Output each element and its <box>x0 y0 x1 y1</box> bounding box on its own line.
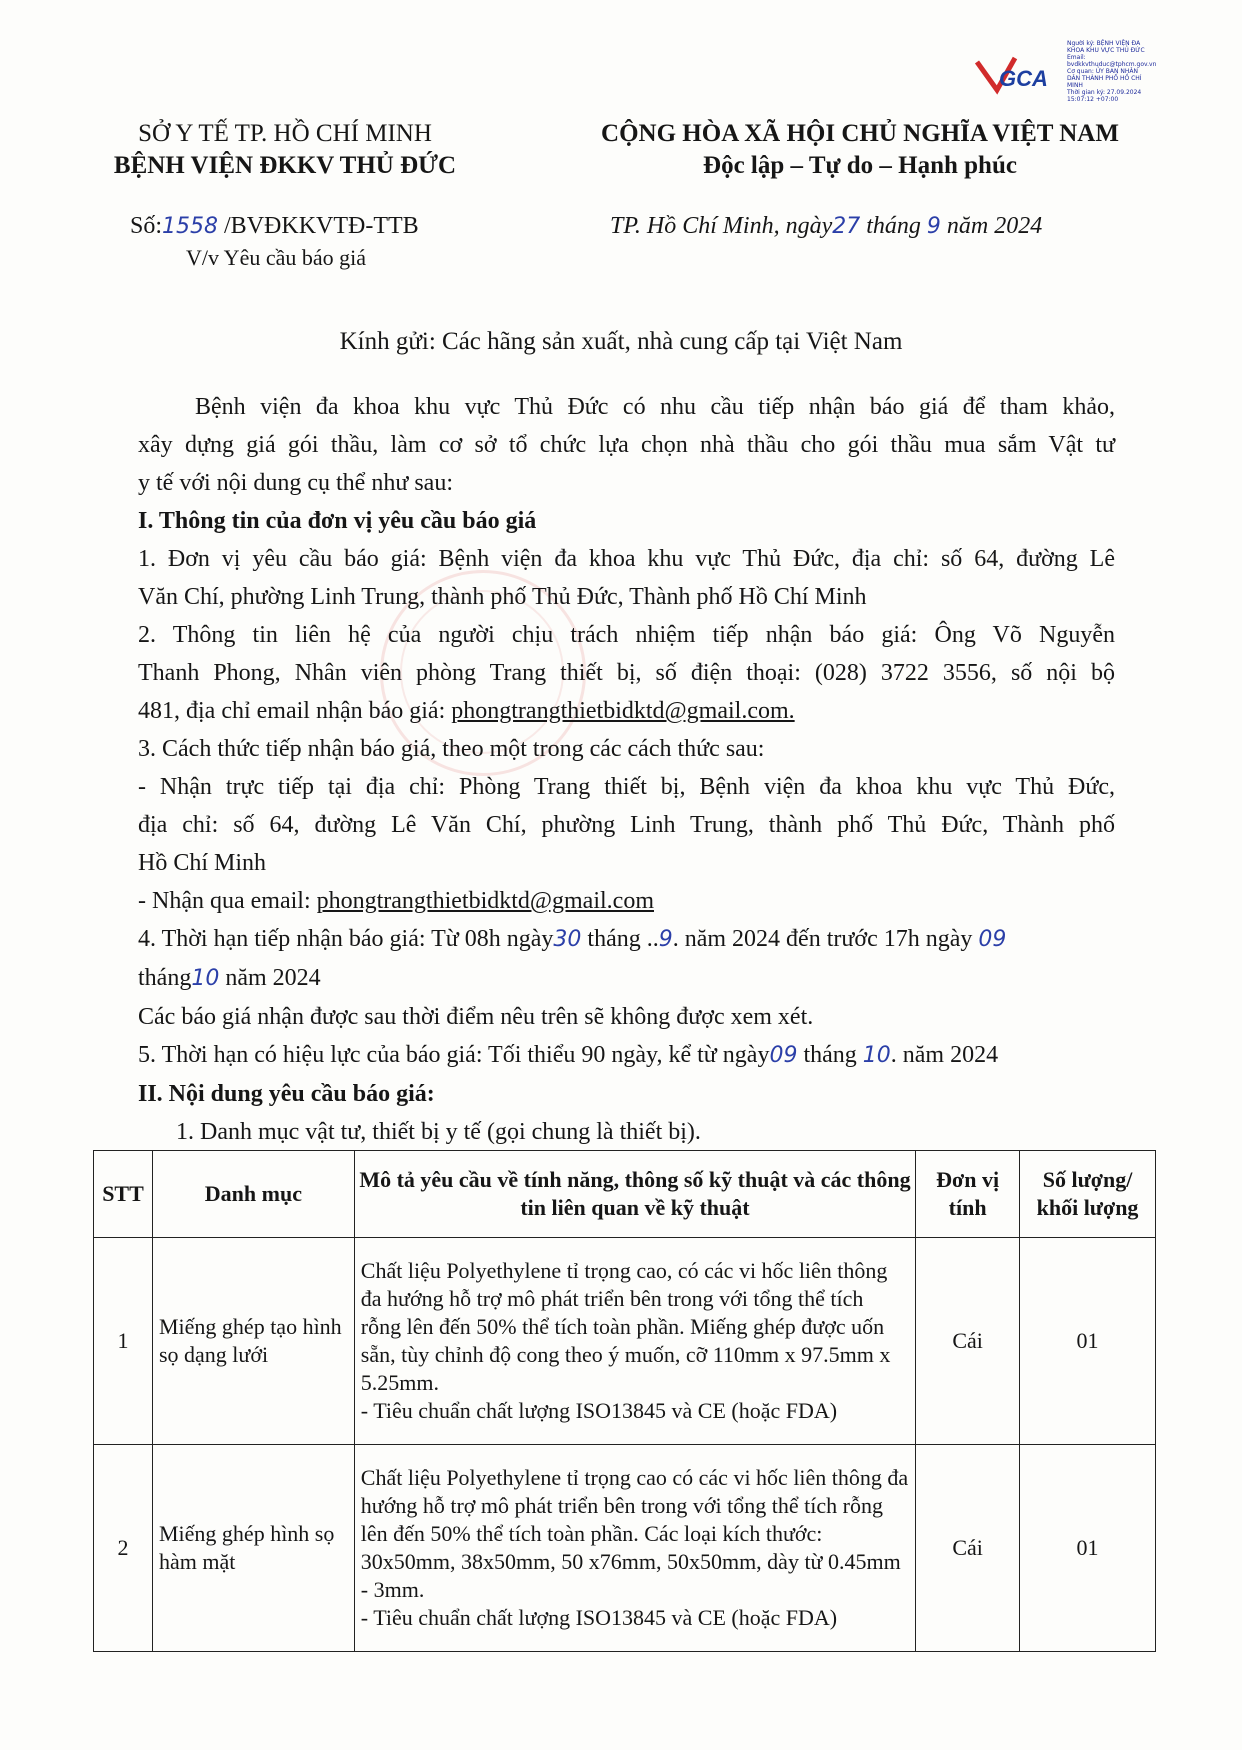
cell-description <box>354 1238 915 1445</box>
col-header-quantity: Số lượng/ khối lượng <box>1020 1151 1156 1238</box>
doc-number-handwritten: 1558 <box>162 214 219 239</box>
digital-signature-info <box>1067 40 1177 103</box>
section-1-heading: I. Thông tin của đơn vị yêu cầu báo giá <box>138 508 537 534</box>
cell-quantity: 01 <box>1020 1445 1156 1652</box>
item-3-2 <box>138 882 1115 920</box>
sig-line: KHOA KHU VỰC THỦ ĐỨC <box>1067 47 1145 54</box>
item-4-day1-handwritten: 30 <box>553 927 582 952</box>
date-suffix: năm 2024 <box>940 213 1043 239</box>
national-title <box>510 118 1210 182</box>
recipient-line: Kính gửi: Các hãng sản xuất, nhà cung cấp tại Việt Nam <box>339 328 903 355</box>
document-number <box>130 213 419 240</box>
item-4-b-prefix: tháng <box>138 965 192 991</box>
cell-description-standard: - Tiêu chuẩn chất lượng ISO13845 và CE (hoặc FDA) <box>360 1398 838 1423</box>
doc-number-suffix: /BVĐKKVTĐ-TTB <box>218 213 419 239</box>
item-2-line-b: Thanh Phong, Nhân viên phòng Trang thiết bị, số điện thoại: (028) 3722 3556, số nội bộ <box>138 660 1115 686</box>
col-header-name: Danh mục <box>152 1151 354 1238</box>
cell-description-standard: - Tiêu chuẩn chất lượng ISO13845 và CE (hoặc FDA) <box>360 1605 838 1630</box>
item-4-mid2: . năm 2024 đến trước 17h ngày <box>672 926 979 952</box>
document-body <box>138 388 1115 1151</box>
item-4-line-b <box>138 959 1115 998</box>
org-line-1: SỞ Y TẾ TP. HỒ CHÍ MINH <box>138 120 432 147</box>
sig-line: bvdkkvthuduc@tphcm.gov.vn <box>1067 61 1157 68</box>
table-header-row <box>94 1151 1156 1238</box>
table-row <box>94 1238 1156 1445</box>
national-line-1: CỘNG HÒA XÃ HỘI CHỦ NGHĨA VIỆT NAM <box>601 120 1119 147</box>
item-5-suffix: . năm 2024 <box>890 1042 999 1068</box>
item-5 <box>138 1036 1115 1075</box>
item-3-2-label: - Nhận qua email: <box>138 888 317 914</box>
item-4-b-suffix: năm 2024 <box>219 965 321 991</box>
svg-text:GCA: GCA <box>999 66 1048 91</box>
item-2-email-label: 481, địa chỉ email nhận báo giá: <box>138 698 452 724</box>
cell-stt: 2 <box>94 1445 153 1652</box>
item-2-line-c <box>138 692 1115 730</box>
cell-name: Miếng ghép tạo hình sọ dạng lưới <box>152 1238 354 1445</box>
document-subject: V/v Yêu cầu báo giá <box>186 245 367 270</box>
col-header-stt: STT <box>94 1151 153 1238</box>
col-header-unit: Đơn vị tính <box>916 1151 1020 1238</box>
item-5-prefix: 5. Thời hạn có hiệu lực của báo giá: Tối thiểu 90 ngày, kể từ ngày <box>138 1042 770 1068</box>
sig-line: Thời gian ký: 27.09.2024 <box>1067 89 1142 96</box>
section-2-heading: II. Nội dung yêu cầu báo giá: <box>138 1081 435 1107</box>
national-line-2: Độc lập – Tự do – Hạnh phúc <box>703 152 1017 179</box>
item-4-month2-handwritten: 10 <box>191 966 220 991</box>
table-row <box>94 1445 1156 1652</box>
cell-quantity: 01 <box>1020 1238 1156 1445</box>
item-4-day2-handwritten: 09 <box>978 927 1007 952</box>
sig-line: MINH <box>1067 82 1083 89</box>
contact-email-link[interactable]: phongtrangthietbidktd@gmail.com. <box>451 698 795 724</box>
cell-unit: Cái <box>916 1238 1020 1445</box>
cell-unit: Cái <box>916 1445 1020 1652</box>
intro-line-2: xây dựng giá gói thầu, làm cơ sở tổ chức lựa chọn nhà thầu cho gói thầu mua sắm Vật tư <box>138 432 1115 458</box>
item-3-1-line-a: - Nhận trực tiếp tại địa chỉ: Phòng Trang thiết bị, Bệnh viện đa khoa khu vực Thủ Đức, <box>138 774 1115 800</box>
vgca-signature-logo <box>975 52 1063 96</box>
col-header-description: Mô tả yêu cầu về tính năng, thông số kỹ thuật và các thông tin liên quan về kỹ thuật <box>354 1151 915 1238</box>
issuing-organization <box>70 118 500 182</box>
cell-description-main: Chất liệu Polyethylene tỉ trọng cao có các vi hốc liên thông đa hướng hỗ trợ mô phát triển bên trong với tổng thể tích rỗng lên đến 50% thể tích toàn phần. Các loại kích thước: 30x50mm, 38x50mm, 50 x76mm, 50x50mm, dày từ 0.45mm - 3mm. <box>360 1465 909 1602</box>
org-line-2: BỆNH VIỆN ĐKKV THỦ ĐỨC <box>113 152 457 179</box>
item-3-1-line-b: địa chỉ: số 64, đường Lê Văn Chí, phường Linh Trung, thành phố Thủ Đức, Thành phố <box>138 812 1115 838</box>
late-note: Các báo giá nhận được sau thời điểm nêu trên sẽ không được xem xét. <box>138 1004 814 1030</box>
item-5-month-handwritten: 10 <box>862 1043 891 1068</box>
cell-stt: 1 <box>94 1238 153 1445</box>
sig-line: Cơ quan: ỦY BAN NHÂN <box>1067 68 1138 75</box>
item-4-month1-handwritten: 9 <box>658 927 673 952</box>
sub-item-1: 1. Danh mục vật tư, thiết bị y tế (gọi chung là thiết bị). <box>176 1119 701 1145</box>
doc-number-prefix: Số: <box>130 213 163 239</box>
sig-line: DÂN THÀNH PHỐ HỒ CHÍ <box>1067 75 1142 82</box>
intro-line-1: Bệnh viện đa khoa khu vực Thủ Đức có nhu cầu tiếp nhận báo giá để tham khảo, <box>195 394 1115 420</box>
equipment-table <box>93 1150 1156 1652</box>
cell-name: Miếng ghép hình sọ hàm mặt <box>152 1445 354 1652</box>
date-mid: tháng <box>860 213 927 239</box>
sig-line: Người ký: BỆNH VIỆN ĐA <box>1067 40 1141 47</box>
date-day-handwritten: 27 <box>832 214 861 239</box>
item-2-line-a: 2. Thông tin liên hệ của người chịu trách nhiệm tiếp nhận báo giá: Ông Võ Nguyễn <box>138 622 1115 648</box>
quote-email-link[interactable]: phongtrangthietbidktd@gmail.com <box>316 888 654 914</box>
date-prefix: TP. Hồ Chí Minh, ngày <box>610 213 833 239</box>
cell-description <box>354 1445 915 1652</box>
item-1-line-a: 1. Đơn vị yêu cầu báo giá: Bệnh viện đa khoa khu vực Thủ Đức, địa chỉ: số 64, đường Lê <box>138 546 1115 572</box>
item-5-day-handwritten: 09 <box>769 1043 798 1068</box>
item-5-mid: tháng <box>797 1042 863 1068</box>
item-3-1-line-c: Hồ Chí Minh <box>138 850 267 876</box>
item-4-line-a <box>138 920 1115 959</box>
intro-line-3: y tế với nội dung cụ thể như sau: <box>138 470 453 496</box>
item-4-mid1: tháng .. <box>581 926 659 952</box>
date-month-handwritten: 9 <box>926 214 941 239</box>
item-3: 3. Cách thức tiếp nhận báo giá, theo một trong các cách thức sau: <box>138 736 765 762</box>
document-date <box>610 213 1042 240</box>
cell-description-main: Chất liệu Polyethylene tỉ trọng cao, có các vi hốc liên thông đa hướng hỗ trợ mô phát triển bên trong với tổng thể tích rỗng lên đến 50% thể tích toàn phần. Miếng ghép được uốn sẵn, tùy chỉnh độ cong theo ý muốn, cỡ 110mm x 97.5mm x 5.25mm. <box>360 1258 891 1395</box>
sig-line: 15:07:12 +07:00 <box>1067 96 1119 103</box>
sig-line: Email: <box>1067 54 1086 61</box>
item-1-line-b: Văn Chí, phường Linh Trung, thành phố Thủ Đức, Thành phố Hồ Chí Minh <box>138 584 867 610</box>
item-4-prefix: 4. Thời hạn tiếp nhận báo giá: Từ 08h ngày <box>138 926 554 952</box>
